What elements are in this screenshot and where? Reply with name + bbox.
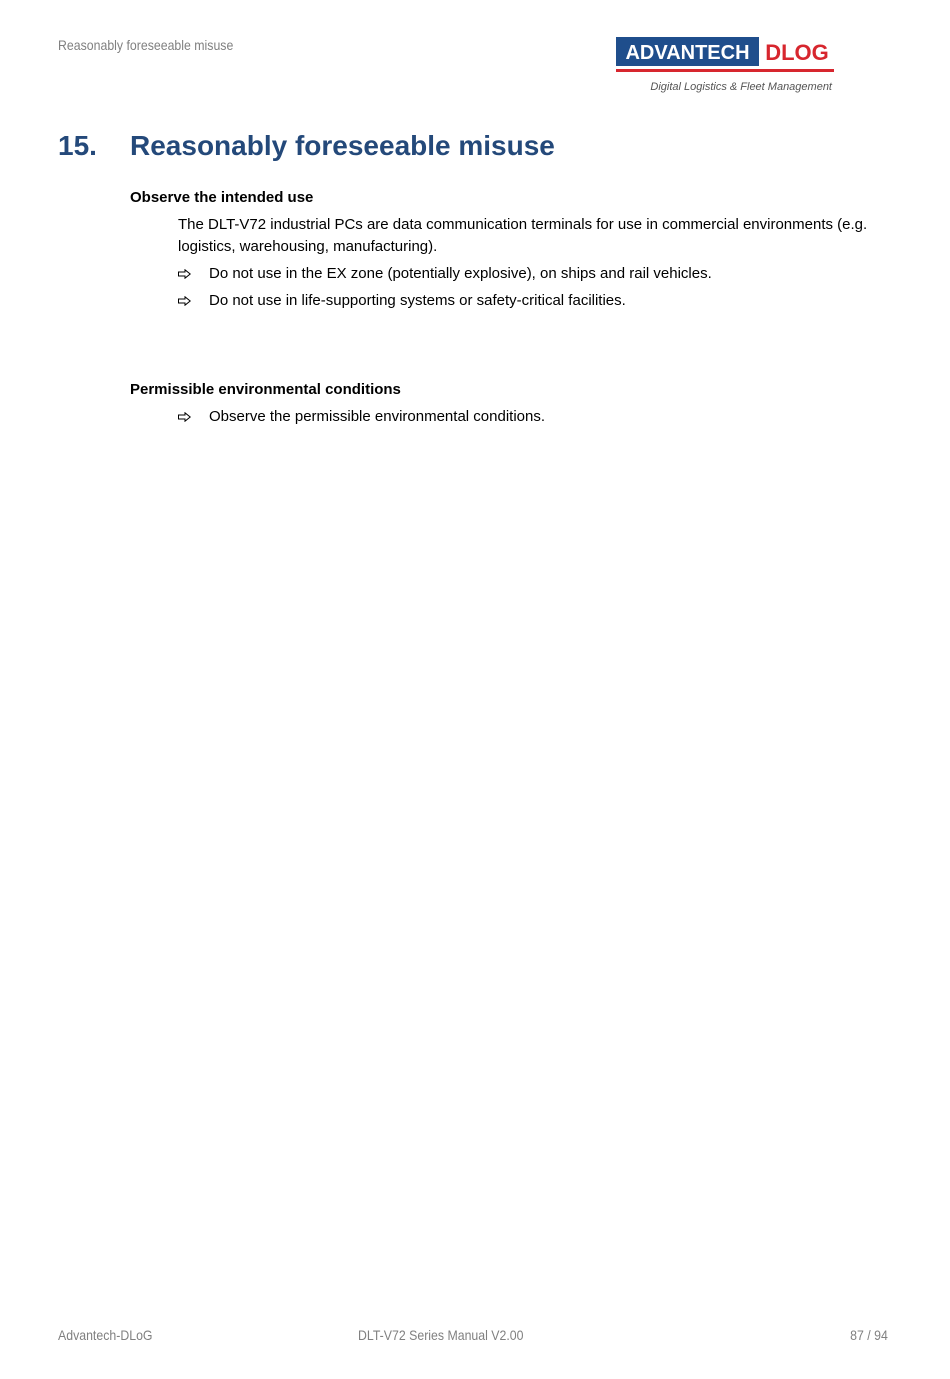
- section-title-environmental-conditions: Permissible environmental conditions: [130, 381, 401, 398]
- footer-manual-title: DLT-V72 Series Manual V2.00: [358, 1327, 524, 1343]
- bullet-text: Do not use in life-supporting systems or safety-critical facilities.: [209, 292, 626, 309]
- intended-use-paragraph: The DLT-V72 industrial PCs are data communication terminals for use in commercial environments (e.g. logistics, warehousing, manufacturing).: [178, 216, 868, 255]
- logo-brand-secondary: DLOG: [765, 40, 829, 65]
- bullet-item: [178, 290, 890, 312]
- outline-right-arrow-icon: [178, 406, 209, 428]
- outline-right-arrow-icon: [178, 290, 209, 312]
- section-title-intended-use: Observe the intended use: [130, 189, 314, 206]
- running-header: Reasonably foreseeable misuse: [58, 37, 234, 53]
- footer-page-number: 87 / 94: [850, 1327, 888, 1343]
- chapter-number: 15.: [58, 130, 97, 161]
- bullet-text: Do not use in the EX zone (potentially explosive), on ships and rail vehicles.: [209, 265, 712, 282]
- chapter-title: Reasonably foreseeable misuse: [130, 130, 555, 161]
- logo-tagline: Digital Logistics & Fleet Management: [650, 81, 832, 93]
- advantech-dlog-logo: [616, 37, 834, 95]
- bullet-text: Observe the permissible environmental conditions.: [209, 408, 545, 425]
- bullet-item: [178, 263, 890, 285]
- footer-company: Advantech-DLoG: [58, 1327, 153, 1343]
- logo-brand-primary: ADVANTECH: [625, 42, 750, 64]
- bullet-item: [178, 406, 890, 428]
- outline-right-arrow-icon: [178, 263, 209, 285]
- chapter-heading: [58, 130, 555, 162]
